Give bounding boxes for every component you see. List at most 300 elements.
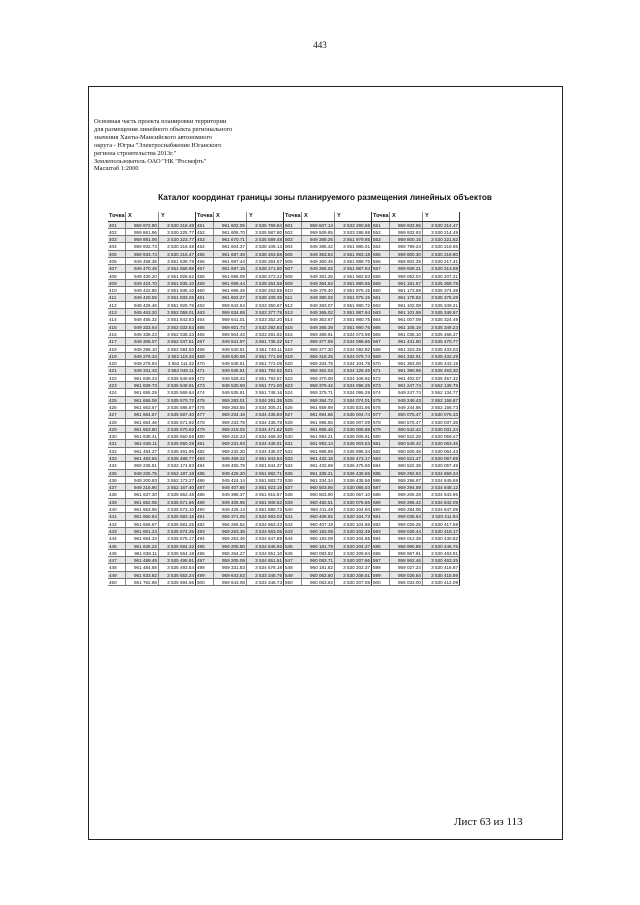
point-number: 471 [196, 367, 214, 373]
x-coordinate: 959 235.51 [126, 462, 159, 468]
point-number: 428 [108, 419, 126, 425]
point-number: 463 [196, 309, 214, 315]
column-header-point: Точка [373, 213, 389, 219]
point-number: 541 [284, 513, 302, 519]
table-row [196, 324, 284, 331]
point-number: 418 [108, 346, 126, 352]
point-number: 498 [196, 564, 214, 570]
x-coordinate: 949 430.20 [126, 273, 159, 279]
point-number: 453 [196, 236, 214, 242]
y-coordinate: 3 551 980.55 [335, 280, 372, 286]
x-coordinate: 961 660.84 [126, 513, 159, 519]
table-row [372, 338, 460, 345]
y-coordinate: 3 551 989.76 [335, 258, 372, 264]
point-number: 476 [196, 404, 214, 410]
table-row [108, 294, 196, 301]
point-number: 499 [196, 572, 214, 578]
x-coordinate: 959 370.08 [302, 375, 335, 381]
x-coordinate: 959 377.30 [302, 346, 335, 352]
point-number: 520 [284, 360, 302, 366]
y-coordinate: 3 530 064.43 [423, 448, 460, 454]
x-coordinate: 958 967.91 [390, 550, 423, 556]
y-coordinate: 3 535 584.33 [159, 543, 196, 549]
table-row [108, 287, 196, 294]
point-number: 572 [372, 375, 390, 381]
table-row [196, 506, 284, 513]
x-coordinate: 959 377.59 [302, 338, 335, 344]
x-coordinate: 949 426.46 [126, 302, 159, 308]
y-coordinate: 3 538 273.22 [247, 273, 284, 279]
table-row [284, 550, 372, 557]
x-coordinate: 961 335.21 [302, 470, 335, 476]
x-coordinate: 961 695.09 [214, 273, 247, 279]
header-line: Землепользователь ОАО "НК "Роснефть" [94, 157, 207, 165]
point-number: 575 [372, 397, 390, 403]
table-row [108, 477, 196, 484]
table-row [372, 360, 460, 367]
point-number: 410 [108, 287, 126, 293]
table-row [372, 521, 460, 528]
x-coordinate: 949 535.61 [214, 389, 247, 395]
y-coordinate: 3 534 076.74 [335, 353, 372, 359]
table-row [372, 382, 460, 389]
x-coordinate: 959 283.01 [214, 397, 247, 403]
y-coordinate: 3 536 006.88 [335, 426, 372, 432]
table-row [196, 229, 284, 236]
table-row [108, 543, 196, 550]
y-coordinate: 3 534 073.98 [335, 331, 372, 337]
x-coordinate: 949 641.97 [214, 338, 247, 344]
x-coordinate: 960 542.42 [390, 426, 423, 432]
table-row [108, 528, 196, 535]
y-coordinate: 3 534 128.46 [335, 367, 372, 373]
table-row [196, 411, 284, 418]
coordinate-block [196, 212, 284, 586]
y-coordinate: 3 530 415.89 [423, 572, 460, 578]
y-coordinate: 3 552 033.63 [159, 324, 196, 330]
y-coordinate: 3 536 473.17 [335, 455, 372, 461]
y-coordinate: 3 536 436.65 [335, 470, 372, 476]
point-number: 592 [372, 521, 390, 527]
y-coordinate: 3 535 491.96 [159, 448, 196, 454]
x-coordinate: 961 604.37 [214, 243, 247, 249]
y-coordinate: 3 535 349.21 [423, 302, 460, 308]
point-number: 570 [372, 360, 390, 366]
point-number: 460 [196, 287, 214, 293]
y-coordinate: 3 535 324.49 [423, 316, 460, 322]
y-coordinate: 3 530 417.59 [423, 521, 460, 527]
x-coordinate: 959 294.59 [390, 484, 423, 490]
x-coordinate: 949 470.48 [126, 265, 159, 271]
table-row [372, 433, 460, 440]
x-coordinate: 959 296.67 [390, 477, 423, 483]
point-number: 442 [108, 521, 126, 527]
point-number: 555 [372, 251, 390, 257]
y-coordinate: 3 530 219.65 [423, 243, 460, 249]
x-coordinate: 949 385.42 [302, 243, 335, 249]
y-coordinate: 3 533 290.58 [335, 222, 372, 228]
x-coordinate: 949 455.79 [214, 462, 247, 468]
y-coordinate: 3 535 569.64 [159, 389, 196, 395]
point-number: 547 [284, 557, 302, 563]
y-coordinate: 3 534 653.05 [247, 528, 284, 534]
x-coordinate: 961 602.05 [214, 222, 247, 228]
column-header-y: Y [335, 212, 372, 221]
point-number: 402 [108, 229, 126, 235]
x-coordinate: 959 800.15 [390, 236, 423, 242]
y-coordinate: 3 551 935.10 [159, 287, 196, 293]
table-row [372, 455, 460, 462]
x-coordinate: 961 695.46 [302, 426, 335, 432]
point-number: 424 [108, 389, 126, 395]
x-coordinate: 959 384.72 [302, 397, 335, 403]
table-row [372, 579, 460, 586]
x-coordinate: 949 338.23 [126, 331, 159, 337]
table-row [284, 243, 372, 250]
point-number: 518 [284, 346, 302, 352]
table-row [196, 265, 284, 272]
x-coordinate: 961 178.62 [390, 294, 423, 300]
point-number: 507 [284, 265, 302, 271]
point-number: 433 [108, 455, 126, 461]
point-number: 595 [372, 543, 390, 549]
x-coordinate: 959 634.89 [214, 309, 247, 315]
table-row [284, 470, 372, 477]
y-coordinate: 3 535 378.28 [423, 294, 460, 300]
table-row [372, 564, 460, 571]
x-coordinate: 959 504.43 [214, 331, 247, 337]
table-row [372, 470, 460, 477]
x-coordinate: 961 489.49 [126, 557, 159, 563]
x-coordinate: 961 986.89 [302, 448, 335, 454]
x-coordinate: 961 484.27 [126, 448, 159, 454]
table-row [284, 455, 372, 462]
point-number: 470 [196, 360, 214, 366]
table-row [284, 258, 372, 265]
point-number: 505 [284, 251, 302, 257]
x-coordinate: 961 664.67 [126, 411, 159, 417]
point-number: 543 [284, 528, 302, 534]
y-coordinate: 3 551 979.85 [335, 236, 372, 242]
table-row [196, 309, 284, 316]
x-coordinate: 961 654.34 [126, 535, 159, 541]
x-coordinate: 949 379.40 [302, 287, 335, 293]
column-header-point: Точка [109, 213, 125, 219]
x-coordinate: 961 431.50 [390, 338, 423, 344]
y-coordinate: 3 552 038.33 [159, 331, 196, 337]
y-coordinate: 3 551 771.00 [247, 382, 284, 388]
table-row [372, 484, 460, 491]
y-coordinate: 3 551 975.15 [335, 287, 372, 293]
document-header [94, 118, 294, 173]
point-number: 431 [108, 440, 126, 446]
table-row [284, 528, 372, 535]
x-coordinate: 961 695.49 [214, 287, 247, 293]
point-number: 502 [284, 229, 302, 235]
y-coordinate: 3 534 435.07 [247, 448, 284, 454]
table-row [372, 375, 460, 382]
table-row [372, 346, 460, 353]
y-coordinate: 3 535 570.82 [159, 426, 196, 432]
y-coordinate: 3 534 096.25 [335, 382, 372, 388]
y-coordinate: 3 535 457.32 [423, 375, 460, 381]
x-coordinate: 961 995.56 [302, 419, 335, 425]
point-number: 503 [284, 236, 302, 242]
point-number: 569 [372, 353, 390, 359]
y-coordinate: 3 530 430.62 [423, 535, 460, 541]
x-coordinate: 959 318.25 [302, 353, 335, 359]
x-coordinate: 961 102.08 [390, 302, 423, 308]
y-coordinate: 3 535 468.37 [423, 331, 460, 337]
point-number: 414 [108, 316, 126, 322]
table-row [284, 324, 372, 331]
x-coordinate: 949 425.20 [214, 470, 247, 476]
point-number: 437 [108, 484, 126, 490]
table-row [372, 528, 460, 535]
y-coordinate: 3 533 350.67 [247, 302, 284, 308]
y-coordinate: 3 530 202.37 [335, 564, 372, 570]
y-coordinate: 3 551 935.10 [159, 280, 196, 286]
table-row [108, 572, 196, 579]
x-coordinate: 961 652.06 [126, 499, 159, 505]
x-coordinate: 949 389.26 [302, 236, 335, 242]
x-coordinate: 958 962.46 [390, 557, 423, 563]
x-coordinate: 960 407.19 [302, 521, 335, 527]
x-coordinate: 960 063.60 [302, 572, 335, 578]
table-row [108, 440, 196, 447]
y-coordinate: 3 535 374.39 [423, 287, 460, 293]
y-coordinate: 3 552 084.93 [159, 346, 196, 352]
point-number: 556 [372, 258, 390, 264]
y-coordinate: 3 538 264.67 [247, 258, 284, 264]
table-row [284, 499, 372, 506]
y-coordinate: 3 535 574.35 [159, 528, 196, 534]
point-number: 420 [108, 360, 126, 366]
table-row [108, 236, 196, 243]
point-number: 504 [284, 243, 302, 249]
y-coordinate: 3 538 263.68 [247, 251, 284, 257]
y-coordinate: 3 534 647.89 [247, 535, 284, 541]
y-coordinate: 3 530 214.47 [423, 222, 460, 228]
table-row [108, 222, 196, 229]
y-coordinate: 3 535 587.40 [159, 411, 196, 417]
y-coordinate: 3 535 831.86 [335, 404, 372, 410]
x-coordinate: 959 799.24 [390, 243, 423, 249]
y-coordinate: 3 551 987.94 [335, 309, 372, 315]
x-coordinate: 960 575.47 [390, 419, 423, 425]
table-row [196, 353, 284, 360]
header-line: для размещения линейного объекта регионального [94, 125, 233, 133]
point-number: 449 [108, 572, 126, 578]
table-row [108, 455, 196, 462]
table-row [108, 331, 196, 338]
x-coordinate: 960 482.51 [302, 499, 335, 505]
point-number: 533 [284, 455, 302, 461]
point-number: 515 [284, 324, 302, 330]
y-coordinate: 3 530 076.33 [423, 411, 460, 417]
x-coordinate: 959 218.23 [214, 433, 247, 439]
point-number: 448 [108, 564, 126, 570]
point-number: 589 [372, 499, 390, 505]
y-coordinate: 3 538 264.58 [247, 280, 284, 286]
table-row [284, 287, 372, 294]
x-coordinate: 960 549.42 [390, 440, 423, 446]
y-coordinate: 3 562 138.78 [423, 382, 460, 388]
table-row [196, 236, 284, 243]
x-coordinate: 960 505.48 [390, 448, 423, 454]
point-number: 508 [284, 273, 302, 279]
point-number: 490 [196, 506, 214, 512]
table-row [196, 484, 284, 491]
table-row [196, 499, 284, 506]
table-row [108, 484, 196, 491]
table-row [372, 572, 460, 579]
point-number: 438 [108, 491, 126, 497]
x-coordinate: 959 027.24 [390, 564, 423, 570]
table-row [284, 491, 372, 498]
x-coordinate: 949 459.32 [214, 455, 247, 461]
table-row [372, 397, 460, 404]
table-row [284, 280, 372, 287]
point-number: 565 [372, 324, 390, 330]
x-coordinate: 961 606.70 [214, 229, 247, 235]
table-row [372, 353, 460, 360]
x-coordinate: 961 656.06 [126, 397, 159, 403]
table-row [372, 243, 460, 250]
table-row [196, 440, 284, 447]
table-row [108, 382, 196, 389]
table-row [108, 564, 196, 571]
point-number: 519 [284, 353, 302, 359]
point-number: 452 [196, 229, 214, 235]
y-coordinate: 3 530 075.86 [335, 499, 372, 505]
y-coordinate: 3 530 416.87 [423, 564, 460, 570]
point-number: 464 [196, 316, 214, 322]
table-row [108, 353, 196, 360]
y-coordinate: 3 530 104.86 [335, 521, 372, 527]
point-number: 563 [372, 309, 390, 315]
y-coordinate: 3 534 291.35 [247, 397, 284, 403]
table-row [284, 419, 372, 426]
y-coordinate: 3 535 443.19 [423, 360, 460, 366]
point-number: 459 [196, 280, 214, 286]
table-row [108, 251, 196, 258]
point-number: 462 [196, 302, 214, 308]
x-coordinate: 959 334.75 [302, 360, 335, 366]
y-coordinate: 3 533 292.83 [247, 324, 284, 330]
point-number: 529 [284, 426, 302, 432]
table-row [372, 265, 460, 272]
y-coordinate: 3 530 063.46 [423, 440, 460, 446]
table-row [284, 302, 372, 309]
x-coordinate: 949 364.63 [302, 280, 335, 286]
point-number: 554 [372, 243, 390, 249]
column-header-point: Точка [197, 213, 213, 219]
y-coordinate: 3 538 109.35 [247, 294, 284, 300]
x-coordinate: 959 234.16 [214, 411, 247, 417]
point-number: 429 [108, 426, 126, 432]
y-coordinate: 3 533 377.79 [247, 309, 284, 315]
y-coordinate: 3 530 218.48 [159, 222, 196, 228]
header-line: значения Ханты-Мансийского автономного [94, 133, 213, 141]
table-row [372, 331, 460, 338]
point-number: 415 [108, 324, 126, 330]
y-coordinate: 3 530 463.91 [423, 550, 460, 556]
table-row [108, 258, 196, 265]
point-number: 530 [284, 433, 302, 439]
y-coordinate: 3 551 928.52 [159, 273, 196, 279]
x-coordinate: 961 670.71 [214, 236, 247, 242]
y-coordinate: 3 534 436.01 [247, 440, 284, 446]
point-number: 582 [372, 448, 390, 454]
table-row [284, 426, 372, 433]
y-coordinate: 3 534 647.09 [423, 506, 460, 512]
table-header-row [372, 212, 460, 222]
table-row [372, 236, 460, 243]
x-coordinate: 949 407.85 [214, 484, 247, 490]
point-number: 600 [372, 579, 390, 585]
x-coordinate: 961 602.27 [214, 294, 247, 300]
point-number: 540 [284, 506, 302, 512]
x-coordinate: 961 655.29 [126, 389, 159, 395]
y-coordinate: 3 534 095.28 [335, 389, 372, 395]
point-number: 516 [284, 331, 302, 337]
y-coordinate: 3 551 982.93 [335, 273, 372, 279]
x-coordinate: 961 663.67 [126, 404, 159, 410]
point-number: 535 [284, 470, 302, 476]
y-coordinate: 3 552 046.11 [159, 367, 196, 373]
table-row [196, 470, 284, 477]
x-coordinate: 959 861.96 [126, 229, 159, 235]
y-coordinate: 3 535 349.23 [423, 324, 460, 330]
point-number: 401 [108, 222, 126, 228]
y-coordinate: 3 530 059.47 [423, 433, 460, 439]
table-row [196, 462, 284, 469]
x-coordinate: 961 653.60 [126, 426, 159, 432]
point-number: 457 [196, 265, 214, 271]
table-row [284, 367, 372, 374]
y-coordinate: 3 552 187.18 [159, 470, 196, 476]
point-number: 571 [372, 367, 390, 373]
table-row [372, 419, 460, 426]
table-row [284, 557, 372, 564]
table-row [372, 316, 460, 323]
point-number: 532 [284, 448, 302, 454]
point-number: 486 [196, 477, 214, 483]
y-coordinate: 3 561 746.11 [247, 346, 284, 352]
y-coordinate: 3 535 550.59 [159, 433, 196, 439]
point-number: 584 [372, 462, 390, 468]
table-row [284, 579, 372, 586]
x-coordinate: 959 206.28 [390, 491, 423, 497]
point-number: 481 [196, 440, 214, 446]
point-number: 586 [372, 477, 390, 483]
y-coordinate: 3 551 792.52 [247, 367, 284, 373]
y-coordinate: 3 535 550.28 [159, 440, 196, 446]
y-coordinate: 3 535 573.10 [159, 506, 196, 512]
y-coordinate: 3 551 843.64 [247, 455, 284, 461]
x-coordinate: 949 279.34 [126, 353, 159, 359]
x-coordinate: 959 939.21 [390, 265, 423, 271]
table-row [196, 222, 284, 229]
table-row [196, 557, 284, 564]
table-row [372, 229, 460, 236]
y-coordinate: 3 530 207.21 [423, 273, 460, 279]
y-coordinate: 3 551 923.15 [247, 484, 284, 490]
y-coordinate: 3 534 104.78 [335, 360, 372, 366]
x-coordinate: 959 026.44 [390, 528, 423, 534]
table-row [372, 535, 460, 542]
